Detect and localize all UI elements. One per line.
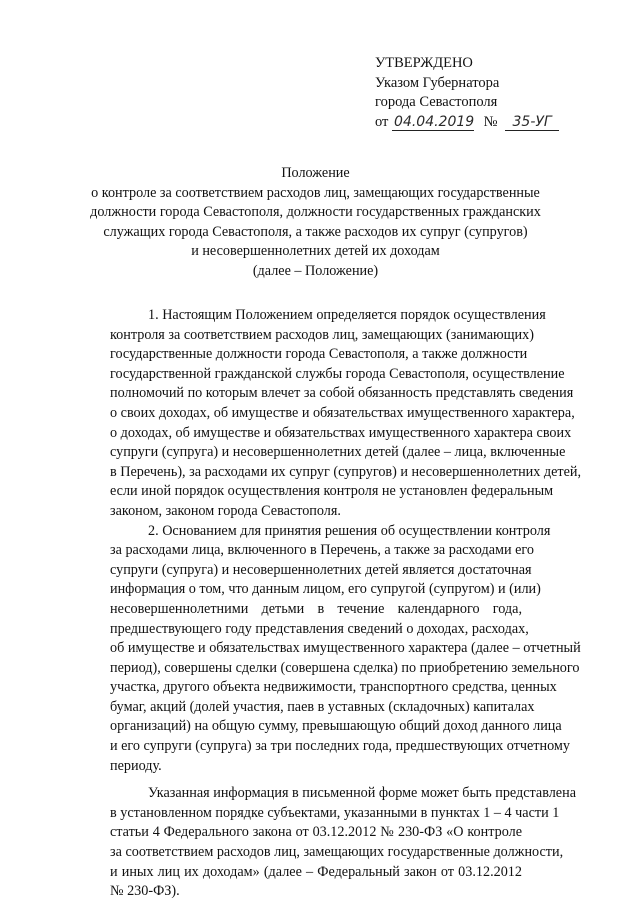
text-line: государственные должности города Севастополя, а также должности: [110, 346, 528, 363]
text-line: и иных лиц их доходам» (далее – Федеральный закон от 03.12.2012: [110, 863, 522, 880]
text-line: о своих доходах, об имуществе и обязательствах имущественного характера,: [110, 404, 575, 421]
paragraph-1: [110, 306, 582, 522]
text-line: организаций) на общую сумму, превышающую общий доход данного лица: [110, 718, 562, 735]
paragraph-gap: [110, 776, 522, 784]
text-line: периоду.: [110, 757, 162, 774]
title-line: о контроле за соответствием расходов лиц, замещающих государственные: [91, 184, 540, 201]
approval-stamp: [375, 54, 615, 132]
text-line: о доходах, об имуществе и обязательствах имущественного характера своих: [110, 424, 572, 441]
paragraph-2: [110, 522, 581, 777]
text-line: если иной порядок осуществления контроля не установлен федеральным: [110, 483, 554, 500]
text-line: супруги (супруга) и несовершеннолетних детей (далее – лица, включенные: [110, 444, 566, 461]
text-line: об имуществе и обязательствах имущественного характера (далее – отчетный: [110, 640, 581, 657]
text-line: законом, законом города Севастополя.: [110, 502, 341, 519]
number-sign: №: [483, 113, 498, 130]
text-line: № 230-ФЗ).: [110, 883, 180, 900]
text-line: за расходами лица, включенного в Перечень, а также за расходами его: [110, 542, 534, 559]
text-line: Указанная информация в письменной форме может быть представлена: [148, 785, 576, 802]
text-line: и его супруги (супруга) за три последних года, предшествующих отчетному: [110, 738, 570, 755]
handwritten-number: 35-УГ: [505, 114, 559, 131]
title-line: Положение: [281, 165, 350, 181]
title-line: (далее – Положение): [252, 262, 379, 279]
text-line: статьи 4 Федерального закона от 03.12.2012 № 230-ФЗ «О контроле: [110, 824, 522, 841]
text-line: в установленном порядке субъектами, указанными в пунктах 1 – 4 части 1: [110, 804, 560, 821]
approval-date-number: [375, 113, 615, 133]
text-line: государственной гражданской службы города Севастополя, осуществление: [110, 365, 565, 382]
document-title: [80, 164, 551, 282]
approval-heading: УТВЕРЖДЕНО: [375, 55, 473, 71]
text-line: супруги (супруга) и несовершеннолетних детей является достаточная: [110, 561, 532, 578]
title-line: должности города Севастополя, должности государственных гражданских: [90, 204, 541, 221]
title-line: служащих города Севастополя, а также расходов их супруг (супругов): [103, 223, 528, 240]
handwritten-date: 04.04.2019: [394, 113, 475, 130]
text-line: предшествующего году представления сведений о доходах, расходах,: [110, 620, 529, 637]
date-prefix: от: [375, 113, 389, 130]
text-line: в Перечень), за расходами их супруг (супругов) и несовершеннолетних детей,: [110, 463, 582, 480]
text-line: участка, другого объекта недвижимости, транспортного средства, ценных: [110, 679, 557, 696]
text-line: за соответствием расходов лиц, замещающих государственные должности,: [110, 844, 564, 861]
document-body: [110, 306, 582, 902]
approval-decree: Указом Губернатора: [375, 74, 500, 91]
text-line: несовершеннолетними детьми в течение календарного года,: [110, 600, 522, 617]
text-line: полномочий по которым влечет за собой обязанность представлять сведения: [110, 385, 574, 402]
text-line: 2. Основанием для принятия решения об осуществлении контроля: [148, 522, 551, 539]
text-line: 1. Настоящим Положением определяется порядок осуществления: [148, 307, 546, 323]
paragraph-3: [110, 784, 576, 902]
text-line: бумаг, акций (долей участия, паев в уставных (складочных) капиталах: [110, 698, 535, 715]
title-line: и несовершеннолетних детей их доходам: [191, 243, 440, 260]
text-line: контроля за соответствием расходов лиц, замещающих (занимающих): [110, 326, 534, 343]
approval-city: города Севастополя: [375, 94, 498, 111]
text-line: период), совершены сделки (совершена сделка) по приобретению земельного: [110, 659, 580, 676]
text-line: информация о том, что данным лицом, его супругой (супругом) и (или): [110, 581, 541, 598]
